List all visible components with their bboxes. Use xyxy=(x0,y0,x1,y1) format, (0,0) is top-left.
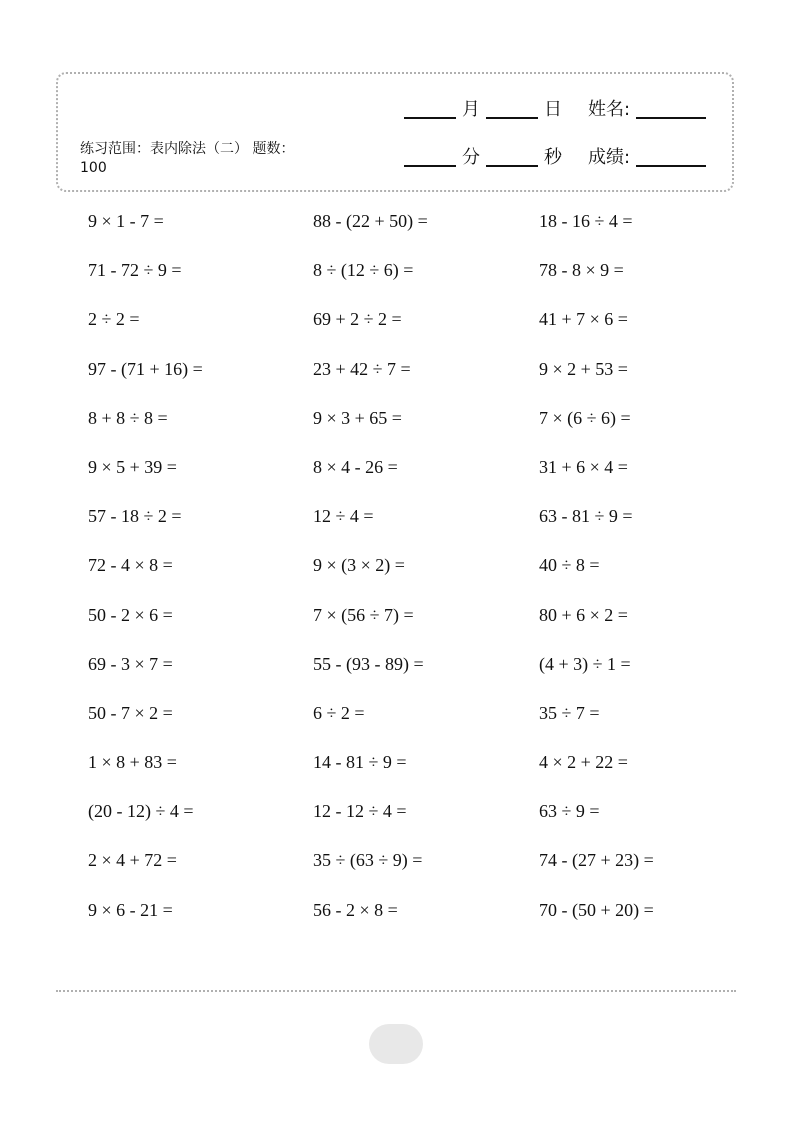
problem-item: 50 - 2 × 6 = xyxy=(88,604,173,625)
problem-item: 72 - 4 × 8 = xyxy=(88,555,173,576)
problem-item: 7 × (6 ÷ 6) = xyxy=(539,407,631,428)
problem-grid xyxy=(88,206,728,944)
problem-item: 41 + 7 × 6 = xyxy=(539,309,628,330)
problem-item: 9 × 1 - 7 = xyxy=(88,211,164,231)
second-blank[interactable] xyxy=(486,165,538,167)
problem-item: 14 - 81 ÷ 9 = xyxy=(313,752,407,773)
date-name-row xyxy=(404,96,706,122)
second-label: 秒 xyxy=(544,147,562,168)
problem-item: 63 ÷ 9 = xyxy=(539,801,600,822)
problem-item: 9 × 2 + 53 = xyxy=(539,358,628,379)
problem-item: 12 ÷ 4 = xyxy=(313,506,374,527)
problem-item: 69 - 3 × 7 = xyxy=(88,653,173,674)
problem-item: 56 - 2 × 8 = xyxy=(313,899,398,920)
day-label: 日 xyxy=(544,99,562,120)
problem-item: 40 ÷ 8 = xyxy=(539,555,600,576)
problem-item: 9 × 5 + 39 = xyxy=(88,456,177,477)
problem-item: 71 - 72 ÷ 9 = xyxy=(88,260,182,281)
problem-item: (20 - 12) ÷ 4 = xyxy=(88,801,194,822)
practice-range: 练习范围：表内除法（二） 题数：100 xyxy=(80,141,295,176)
problem-item: 35 ÷ (63 ÷ 9) = xyxy=(313,850,423,871)
problem-item: 31 + 6 × 4 = xyxy=(539,456,628,477)
problem-item: 57 - 18 ÷ 2 = xyxy=(88,506,182,527)
problem-item: 2 ÷ 2 = xyxy=(88,309,140,330)
problem-item: 9 × 3 + 65 = xyxy=(313,407,402,428)
problem-item: 55 - (93 - 89) = xyxy=(313,653,424,674)
problem-item: 8 + 8 ÷ 8 = xyxy=(88,407,168,428)
minute-blank[interactable] xyxy=(404,165,456,167)
problem-item: 80 + 6 × 2 = xyxy=(539,604,628,625)
day-blank[interactable] xyxy=(486,117,538,119)
problem-item: 50 - 7 × 2 = xyxy=(88,702,173,723)
problem-item: 1 × 8 + 83 = xyxy=(88,752,177,773)
minute-label: 分 xyxy=(462,147,480,168)
problem-item: 88 - (22 + 50) = xyxy=(313,211,428,231)
problem-item: 35 ÷ 7 = xyxy=(539,702,600,723)
problem-item: 69 + 2 ÷ 2 = xyxy=(313,309,402,330)
name-blank[interactable] xyxy=(636,117,706,119)
month-label: 月 xyxy=(462,99,480,120)
name-label: 姓名: xyxy=(588,99,631,120)
problem-item: 9 × (3 × 2) = xyxy=(313,555,405,576)
problem-item: 9 × 6 - 21 = xyxy=(88,899,173,920)
problem-item: 2 × 4 + 72 = xyxy=(88,850,177,871)
bottom-divider xyxy=(56,990,736,992)
problem-item: 6 ÷ 2 = xyxy=(313,702,365,723)
problem-item: 74 - (27 + 23) = xyxy=(539,850,654,871)
problem-item: 23 + 42 ÷ 7 = xyxy=(313,358,411,379)
problem-item: 18 - 16 ÷ 4 = xyxy=(539,211,633,231)
time-score-row xyxy=(404,144,706,170)
problem-item: 97 - (71 + 16) = xyxy=(88,358,203,379)
problem-item: 8 ÷ (12 ÷ 6) = xyxy=(313,260,414,281)
problem-item: (4 + 3) ÷ 1 = xyxy=(539,653,631,674)
problem-item: 12 - 12 ÷ 4 = xyxy=(313,801,407,822)
problem-item: 7 × (56 ÷ 7) = xyxy=(313,604,414,625)
problem-item: 4 × 2 + 22 = xyxy=(539,752,628,773)
problem-item: 63 - 81 ÷ 9 = xyxy=(539,506,633,527)
problem-item: 78 - 8 × 9 = xyxy=(539,260,624,281)
page-number-pill xyxy=(369,1024,423,1064)
problem-item: 8 × 4 - 26 = xyxy=(313,456,398,477)
month-blank[interactable] xyxy=(404,117,456,119)
problem-item: 70 - (50 + 20) = xyxy=(539,899,654,920)
score-label: 成绩: xyxy=(588,147,631,168)
score-blank[interactable] xyxy=(636,165,706,167)
